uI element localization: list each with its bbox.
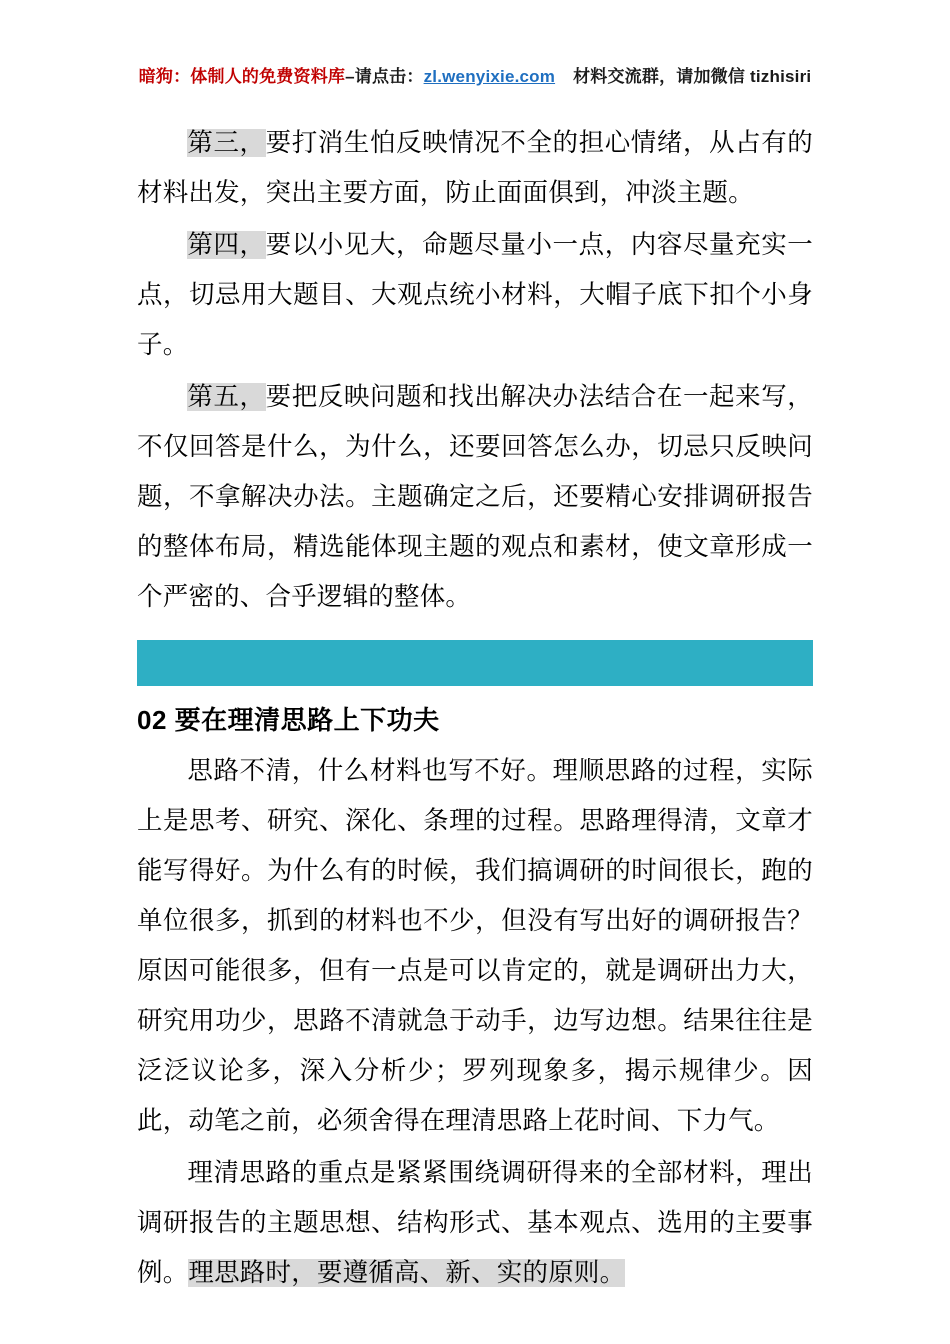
paragraph-fifth xyxy=(137,372,813,622)
header-click-prefix: –请点击： xyxy=(345,67,424,86)
section-paragraph-2 xyxy=(137,1148,813,1298)
paragraph-fourth-text: 要以小见大，命题尽量小一点，内容尽量充实一点，切忌用大题目、大观点统小材料，大帽子底下扣个小身子。 xyxy=(137,231,813,359)
section-paragraph-1-text: 思路不清，什么材料也写不好。理顺思路的过程，实际上是思考、研究、深化、条理的过程。思路理得清，文章才能写得好。为什么有的时候，我们搞调研的时间很长，跑的单位很多，抓到的材料也不少，但没有写出好的调研报告？原因可能很多，但有一点是可以肯定的，就是调研出力大，研究用功少，思路不清就急于动手，边写边想。结果往往是泛泛议论多，深入分析少；罗列现象多，揭示规律少。因此，动笔之前，必须舍得在理清思路上花时间、下力气。 xyxy=(137,757,813,1135)
section-paragraph-1 xyxy=(137,746,813,1146)
header-tagline: 体制人的免费资料库 xyxy=(190,67,346,86)
paragraph-fourth xyxy=(137,220,813,370)
section-title: 02 要在理清思路上下功夫 xyxy=(137,705,440,735)
paragraph-third-text: 要打消生怕反映情况不全的担心情绪，从占有的材料出发，突出主要方面，防止面面俱到，冲淡主题。 xyxy=(137,129,813,207)
paragraph-third-label: 第三， xyxy=(187,129,266,157)
section-paragraph-2-highlight: 理思路时，要遵循高、新、实的原则。 xyxy=(188,1259,626,1287)
document-body xyxy=(137,118,813,1300)
paragraph-fifth-text: 要把反映问题和找出解决办法结合在一起来写，不仅回答是什么，为什么，还要回答怎么办，切忌只反映问题，不拿解决办法。主题确定之后，还要精心安排调研报告的整体布局，精选能体现主题的观点和素材，使文章形成一个严密的、合乎逻辑的整体。 xyxy=(137,383,813,611)
paragraph-fourth-label: 第四， xyxy=(187,231,266,259)
paragraph-third xyxy=(137,118,813,218)
header-note: 材料交流群，请加微信 tizhisiri xyxy=(573,67,812,86)
section-divider-bar xyxy=(137,640,813,686)
section-paragraph-2-text: 理清思路的重点是紧紧围绕调研得来的全部材料，理出调研报告的主题思想、结构形式、基本观点、选用的主要事例。 xyxy=(137,1159,813,1287)
watermark-header xyxy=(0,62,950,87)
header-brand: 暗狗： xyxy=(138,67,191,86)
paragraph-fifth-label: 第五， xyxy=(187,383,266,411)
header-link[interactable]: zl.wenyixie.com xyxy=(423,67,556,86)
